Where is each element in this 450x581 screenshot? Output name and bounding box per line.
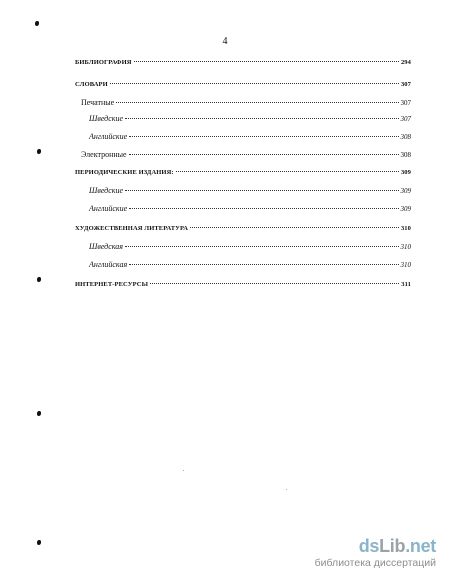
toc-entry (75, 168, 411, 177)
toc-entry-page: 309 (400, 169, 411, 176)
toc-entry-label: Печатные (81, 98, 115, 107)
watermark-logo: dsLib.net (358, 536, 436, 556)
dot-leader (125, 190, 398, 191)
margin-mark (37, 540, 41, 545)
toc-entry (81, 150, 411, 160)
toc-entry-label: ИНТЕРНЕТ-РЕСУРСЫ (75, 281, 149, 288)
toc-entry-label: Английские (89, 204, 128, 213)
margin-mark (37, 411, 41, 416)
toc-entry-label: ПЕРИОДИЧЕСКИЕ ИЗДАНИЯ: (75, 169, 174, 176)
dot-leader (134, 61, 399, 62)
toc-entry-page: 294 (400, 59, 411, 66)
toc-entry-page: 311 (401, 281, 411, 288)
toc-entry-page: 309 (400, 187, 411, 195)
toc-entry (89, 242, 411, 252)
dot-leader (190, 227, 399, 228)
toc-entry (81, 98, 411, 108)
toc-entry (75, 80, 411, 89)
dot-leader (176, 171, 399, 172)
toc-entry-label: Шведская (89, 242, 124, 251)
toc-entry-label: ХУДОЖЕСТВЕННАЯ ЛИТЕРАТУРА (75, 225, 189, 232)
toc-entry-page: 307 (400, 115, 411, 123)
toc-entry (89, 204, 411, 214)
dot-leader (129, 136, 398, 137)
toc-entry-label: СЛОВАРИ (75, 81, 108, 88)
toc-entry-page: 309 (400, 205, 411, 213)
toc-entry (89, 114, 411, 124)
page-number: 4 (222, 36, 228, 47)
speck (286, 489, 287, 490)
watermark (315, 536, 436, 569)
toc-entry-label: Шведские (89, 114, 124, 123)
toc-entry-label: Электронные (81, 150, 127, 159)
toc-entry-page: 310 (400, 261, 411, 269)
toc-entry-label: БИБЛИОГРАФИЯ (75, 59, 132, 66)
toc-entry-page: 310 (400, 243, 411, 251)
toc-entry-page: 308 (400, 133, 411, 141)
dot-leader (129, 264, 398, 265)
toc-entry (89, 132, 411, 142)
dot-leader (116, 102, 398, 103)
toc-entry (89, 260, 411, 270)
dot-leader (129, 208, 398, 209)
dot-leader (150, 283, 399, 284)
toc-entry-label: Английская (89, 260, 128, 269)
watermark-tagline: библиотека диссертаций (314, 557, 436, 569)
speck (183, 470, 184, 471)
dot-leader (125, 246, 398, 247)
toc-entry (75, 280, 411, 289)
dot-leader (129, 154, 399, 155)
toc-entry (75, 58, 411, 67)
dot-leader (125, 118, 398, 119)
margin-mark (35, 21, 39, 26)
toc-entry-page: 310 (400, 225, 411, 232)
toc-entry-page: 307 (400, 81, 411, 88)
toc-entry-page: 308 (400, 151, 411, 159)
toc-entry-label: Шведские (89, 186, 124, 195)
margin-mark (37, 149, 41, 154)
toc-entry-page: 307 (400, 99, 411, 107)
dot-leader (110, 83, 399, 84)
margin-mark (37, 277, 41, 282)
toc-entry (75, 224, 411, 233)
toc-entry-label: Английские (89, 132, 128, 141)
toc-entry (89, 186, 411, 196)
